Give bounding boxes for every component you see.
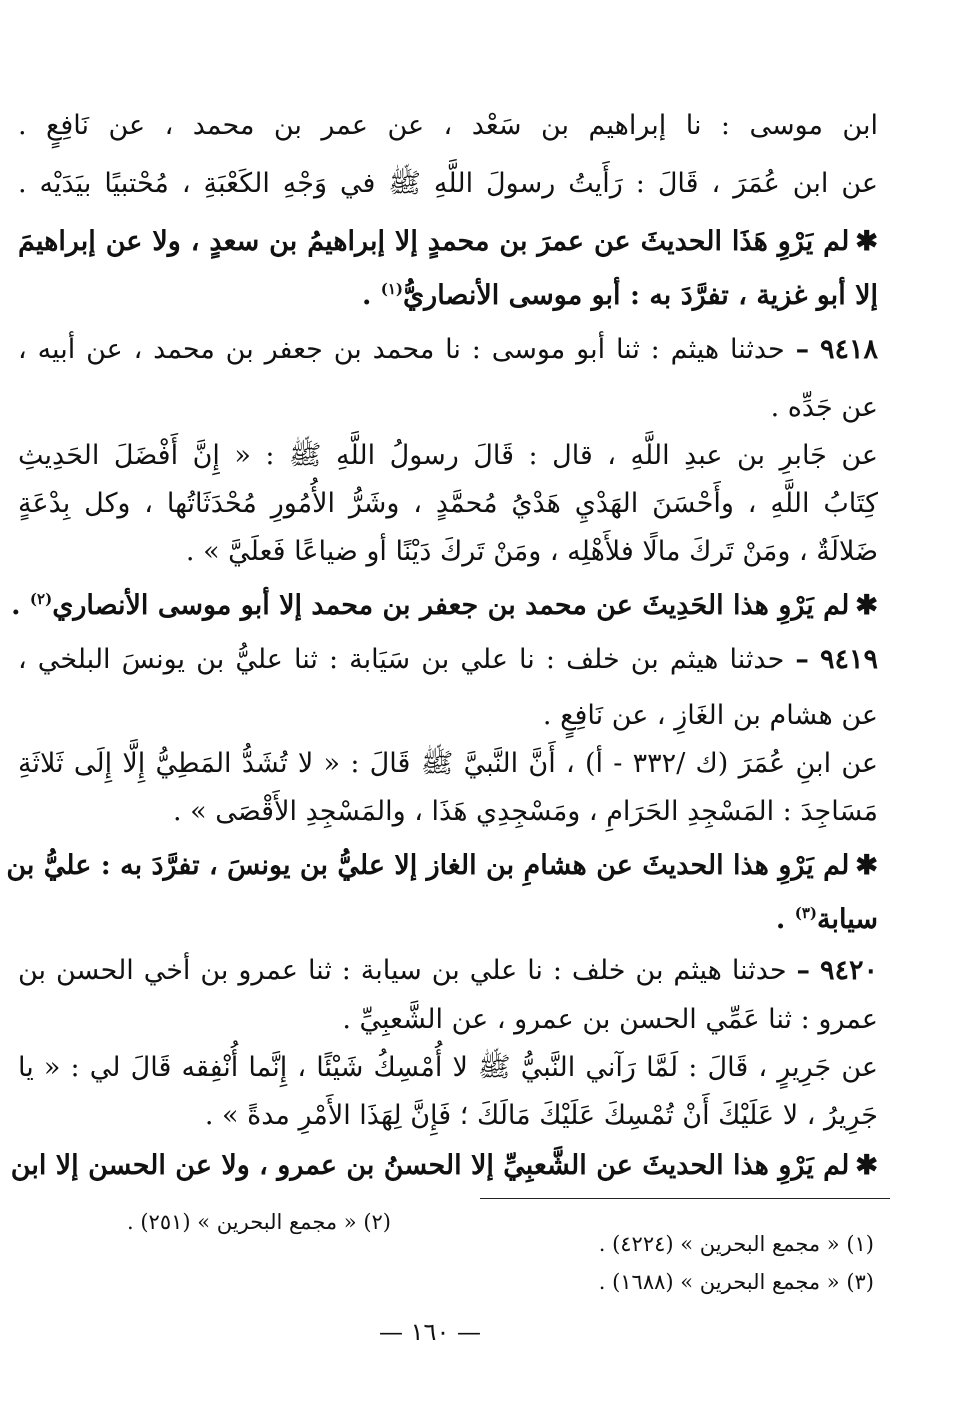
text-line: عن جَابرِ بن عبدِ اللَّهِ ، قال : قَالَ رسولُ اللَّهِ ﷺ : « إِنَّ أَفْضَلَ الحَدِيثِ [18, 440, 878, 471]
footnote-ref: (١) [380, 280, 404, 298]
asterisk-icon: ✱ [855, 226, 878, 257]
footnote: (١) « مجمع البحرين » (٤٢٢٤) . [598, 1232, 874, 1256]
note-line: ✱لم يَرْوِ هذا الحَدِيثَ عن محمد بن جعفر بن محمد إلا أبو موسى الأنصاري$^{(٢)}$ . [11, 590, 878, 621]
note-line: ✱لم يَرْوِ هذا الحديثَ عن هشامِ بن الغاز إلا عليُّ بن يونسَ ، تفرَّدَ به : عليُّ بن [6, 850, 878, 881]
asterisk-icon: ✱ [855, 1150, 878, 1181]
hadith-number: ٩٤١٨ [819, 334, 878, 365]
footnote-divider [480, 1198, 890, 1199]
hadith-heading: ٩٤١٩ – حدثنا هيثم بن خلف : نا علي بن سَيَابة : ثنا عليُّ بن يونسَ البلخي ، [18, 644, 878, 675]
page-number: — ١٦٠ — [379, 1318, 481, 1346]
text-line: عن جَدِّه . [770, 392, 878, 423]
note-line: ✱لم يَرْوِ هذا الحديثَ عن الشَّعبِيِّ إلا الحسنُ بن عمرو ، ولا عن الحسن إلا ابن [10, 1150, 878, 1181]
text-line: جَرِيرُ ، لا عَلَيْكَ أَنْ تُمْسِكَ عَلَيْكَ مَالَكَ ؛ فَإِنَّ لِهَذَا الأَمْرِ مدةً » . [204, 1100, 878, 1131]
text-line: عن هشام بن الغَازِ ، عن نَافِعٍ . [542, 700, 878, 731]
footnote-ref: (٣) [794, 904, 817, 922]
hadith-number: ٩٤٢٠ [819, 955, 878, 986]
note-line: سيابة$^{(٣)}$ . [775, 904, 878, 935]
text-line: عمرو : ثنا عَمِّي الحسن بن عمرو ، عن الشَّعبِيِّ . [342, 1004, 878, 1035]
text-line: كِتَابُ اللَّهِ ، وأَحْسَنَ الهَدْيِ هَدْيُ مُحمَّدٍ ، وشَرُّ الأُمُورِ مُحْدَثَاتُها ، وكل بِدْعَةٍ [18, 488, 878, 519]
note-line: إلا أبو غزية ، تفرَّدَ به : أبو موسى الأنصاريُّ$^{(١)}$ . [361, 280, 878, 311]
asterisk-icon: ✱ [855, 850, 878, 881]
hadith-heading: ٩٤١٨ – حدثنا هيثم : ثنا أبو موسى : نا محمد بن جعفر بن محمد ، عن أبيه ، [18, 334, 878, 365]
hadith-heading: ٩٤٢٠ – حدثنا هيثم بن خلف : نا علي بن سيابة : ثنا عمرو بن أخي الحسن بن [18, 955, 878, 986]
text-line: ضَلالَةٌ ، ومَنْ تَركَ مالًا فلأَهْلِه ، ومَنْ تَركَ دَيْنًا أو ضياعًا فَعلَيَّ » . [185, 536, 878, 567]
footnote-ref: (٢) [29, 590, 53, 608]
text-line: مَسَاجِدَ : المَسْجِدِ الحَرَامِ ، ومَسْجِدِي هَذَا ، والمَسْجِدِ الأَقْصَى » . [173, 796, 878, 827]
text-line: عن جَرِيرٍ ، قَالَ : لَمَّا رَآني النَّبيُّ ﷺ لا أُمْسِكُ شَيْئًا ، إِنَّما أُنْفِقه قَالَ لي : « يا [18, 1052, 878, 1083]
text-line: ابن موسى : نا إبراهيم بن سَعْد ، عن عمر بن محمد ، عن نَافِعٍ . [18, 110, 878, 141]
text-line: عن ابن عُمَرَ ، قَالَ : رَأَيتُ رسولَ اللَّهِ ﷺ في وَجْهِ الكَعْبَةِ ، مُحْتبيًا بيَدَيْه . [18, 168, 878, 199]
footnote: (٣) « مجمع البحرين » (١٦٨٨) . [598, 1270, 874, 1294]
asterisk-icon: ✱ [855, 590, 878, 621]
footnote: (٢) « مجمع البحرين » (٢٥١) . [127, 1210, 391, 1234]
text-line: عن ابنِ عُمَرَ (ك /٣٣٢ - أ) ، أَنَّ النَّبيَّ ﷺ قَالَ : « لا تُشَدُّ المَطِيُّ إِلَّا إِلَى ثَلاثَةِ [18, 748, 878, 779]
hadith-number: ٩٤١٩ [819, 644, 878, 675]
note-line: ✱لم يَرْوِ هَذَا الحديثَ عن عمرَ بن محمدٍ إلا إبراهيمُ بن سعدٍ ، ولا عن إبراهيمَ [18, 226, 878, 257]
